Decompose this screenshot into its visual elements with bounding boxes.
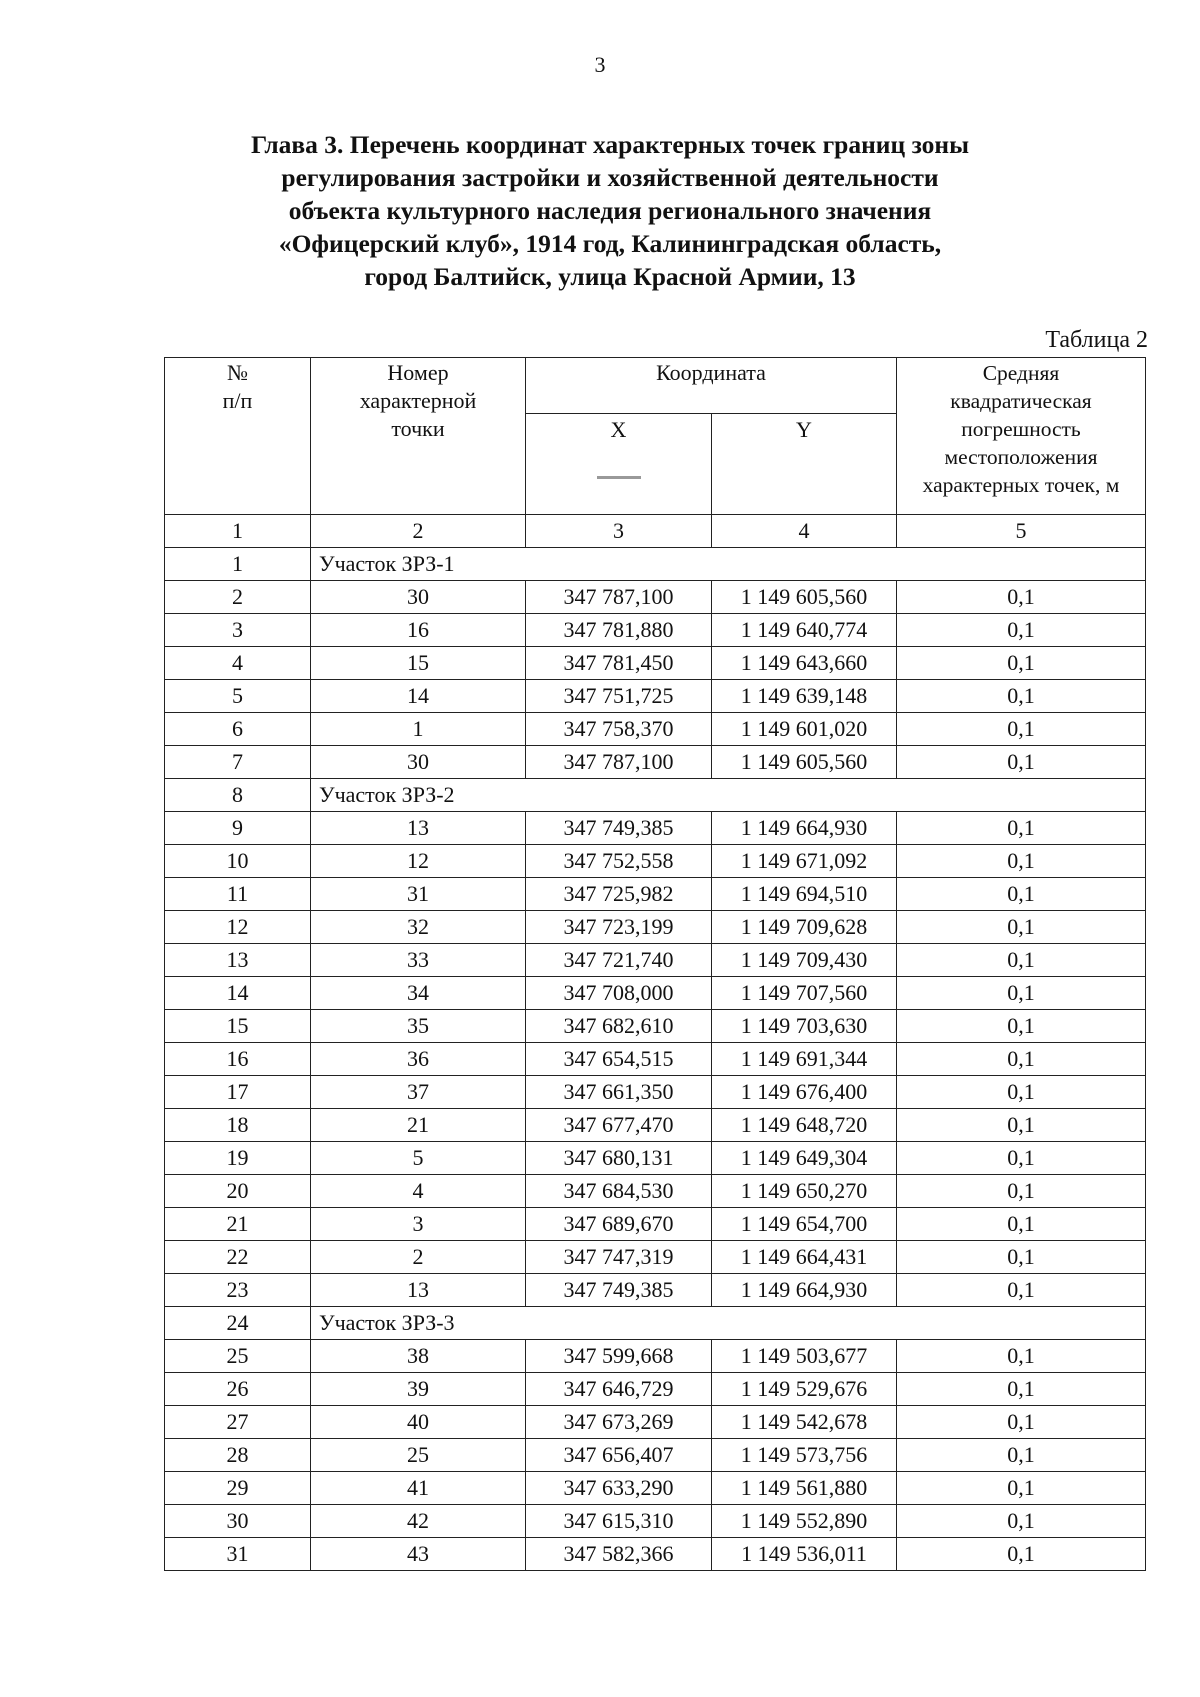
row-number: 31 [165,1538,311,1571]
table-row [165,977,1146,1010]
point-number: 31 [311,878,526,911]
coord-x: 347 656,407 [526,1439,712,1472]
error-value: 0,1 [897,878,1146,911]
title-line: регулирования застройки и хозяйственной деятельности [281,163,939,192]
table-row [165,581,1146,614]
row-number: 3 [165,614,311,647]
point-number: 35 [311,1010,526,1043]
error-value: 0,1 [897,746,1146,779]
section-row [165,548,1146,581]
title-line: Глава 3. Перечень координат характерных точек границ зоны [250,130,970,159]
row-number: 16 [165,1043,311,1076]
row-number: 25 [165,1340,311,1373]
error-value: 0,1 [897,1439,1146,1472]
point-number: 2 [311,1241,526,1274]
header-error [897,358,1146,515]
coord-x: 347 749,385 [526,1274,712,1307]
row-number: 18 [165,1109,311,1142]
section-row [165,1307,1146,1340]
scan-mark [597,476,641,479]
point-number: 5 [311,1142,526,1175]
table-row [165,1142,1146,1175]
table-row [165,1043,1146,1076]
coord-y: 1 149 649,304 [712,1142,897,1175]
section-title: Участок ЗРЗ-3 [311,1307,1146,1340]
row-number: 27 [165,1406,311,1439]
error-value: 0,1 [897,1208,1146,1241]
table-row [165,1538,1146,1571]
table-row [165,1274,1146,1307]
coord-y: 1 149 536,011 [712,1538,897,1571]
error-value: 0,1 [897,680,1146,713]
column-number-row [165,515,1146,548]
header-text: характерных точек, м [922,473,1120,497]
coord-y: 1 149 703,630 [712,1010,897,1043]
coord-x: 347 752,558 [526,845,712,878]
row-number: 21 [165,1208,311,1241]
coord-x: 347 654,515 [526,1043,712,1076]
error-value: 0,1 [897,1109,1146,1142]
point-number: 30 [311,581,526,614]
page-number: 3 [594,52,606,77]
point-number: 13 [311,812,526,845]
header-y [712,414,897,515]
row-number: 20 [165,1175,311,1208]
error-value: 0,1 [897,1340,1146,1373]
coord-x: 347 787,100 [526,581,712,614]
coord-x: 347 684,530 [526,1175,712,1208]
coord-y: 1 149 664,930 [712,1274,897,1307]
point-number: 14 [311,680,526,713]
coord-x: 347 582,366 [526,1538,712,1571]
row-number: 4 [165,647,311,680]
error-value: 0,1 [897,1538,1146,1571]
point-number: 33 [311,944,526,977]
error-value: 0,1 [897,614,1146,647]
table-row [165,1076,1146,1109]
error-value: 0,1 [897,647,1146,680]
header-text: местоположения [944,445,1098,469]
header-text: Y [796,417,812,442]
coord-y: 1 149 709,628 [712,911,897,944]
coord-y: 1 149 601,020 [712,713,897,746]
table-row [165,647,1146,680]
coord-y: 1 149 573,756 [712,1439,897,1472]
row-number: 17 [165,1076,311,1109]
table-row [165,680,1146,713]
header-text: погрешность [961,417,1081,441]
row-number: 29 [165,1472,311,1505]
row-number: 7 [165,746,311,779]
header-text: п/п [222,388,253,413]
coord-y: 1 149 694,510 [712,878,897,911]
coord-y: 1 149 664,930 [712,812,897,845]
table-row [165,1340,1146,1373]
column-number: 4 [712,515,897,548]
row-number: 13 [165,944,311,977]
row-number: 23 [165,1274,311,1307]
coord-x: 347 781,880 [526,614,712,647]
table-row [165,746,1146,779]
table-row [165,614,1146,647]
title-line: город Балтийск, улица Красной Армии, 13 [364,262,856,291]
title-line: объекта культурного наследия регионального значения [288,196,932,225]
coord-y: 1 149 639,148 [712,680,897,713]
error-value: 0,1 [897,1076,1146,1109]
table-row [165,1472,1146,1505]
point-number: 34 [311,977,526,1010]
coord-x: 347 721,740 [526,944,712,977]
error-value: 0,1 [897,812,1146,845]
point-number: 32 [311,911,526,944]
point-number: 39 [311,1373,526,1406]
coord-y: 1 149 529,676 [712,1373,897,1406]
coord-x: 347 689,670 [526,1208,712,1241]
header-coordinate: Координата [526,358,897,414]
error-value: 0,1 [897,713,1146,746]
table-row [165,944,1146,977]
table-row [165,1373,1146,1406]
coordinates-table [164,357,1146,1571]
coord-x: 347 633,290 [526,1472,712,1505]
row-number: 12 [165,911,311,944]
error-value: 0,1 [897,977,1146,1010]
point-number: 16 [311,614,526,647]
coord-y: 1 149 709,430 [712,944,897,977]
header-point-number [311,358,526,515]
title-line: «Офицерский клуб», 1914 год, Калининградская область, [278,229,942,258]
coord-y: 1 149 605,560 [712,581,897,614]
coord-y: 1 149 654,700 [712,1208,897,1241]
coord-x: 347 747,319 [526,1241,712,1274]
row-number: 30 [165,1505,311,1538]
coord-y: 1 149 691,344 [712,1043,897,1076]
section-title: Участок ЗРЗ-2 [311,779,1146,812]
error-value: 0,1 [897,1472,1146,1505]
column-number: 3 [526,515,712,548]
header-text: № [227,360,248,385]
coord-y: 1 149 664,431 [712,1241,897,1274]
point-number: 43 [311,1538,526,1571]
section-row [165,779,1146,812]
point-number: 12 [311,845,526,878]
coord-x: 347 680,131 [526,1142,712,1175]
coord-y: 1 149 640,774 [712,614,897,647]
error-value: 0,1 [897,1142,1146,1175]
point-number: 40 [311,1406,526,1439]
row-number: 11 [165,878,311,911]
error-value: 0,1 [897,1043,1146,1076]
table-row [165,812,1146,845]
coord-x: 347 723,199 [526,911,712,944]
coord-y: 1 149 676,400 [712,1076,897,1109]
table-caption: Таблица 2 [1045,327,1148,353]
header-text: Средняя [982,361,1060,385]
table-row [165,1109,1146,1142]
coord-x: 347 673,269 [526,1406,712,1439]
header-num [165,358,311,515]
coord-x: 347 781,450 [526,647,712,680]
point-number: 21 [311,1109,526,1142]
error-value: 0,1 [897,944,1146,977]
row-number: 9 [165,812,311,845]
column-number: 2 [311,515,526,548]
coord-y: 1 149 503,677 [712,1340,897,1373]
point-number: 42 [311,1505,526,1538]
coord-x: 347 749,385 [526,812,712,845]
error-value: 0,1 [897,1505,1146,1538]
coord-y: 1 149 605,560 [712,746,897,779]
header-text: X [610,417,627,442]
row-number: 28 [165,1439,311,1472]
error-value: 0,1 [897,911,1146,944]
row-number: 1 [165,548,311,581]
error-value: 0,1 [897,1010,1146,1043]
row-number: 5 [165,680,311,713]
table-row [165,1505,1146,1538]
error-value: 0,1 [897,1175,1146,1208]
table-row [165,845,1146,878]
error-value: 0,1 [897,581,1146,614]
error-value: 0,1 [897,1373,1146,1406]
row-number: 2 [165,581,311,614]
coord-x: 347 758,370 [526,713,712,746]
row-number: 19 [165,1142,311,1175]
table-row [165,878,1146,911]
point-number: 30 [311,746,526,779]
point-number: 37 [311,1076,526,1109]
error-value: 0,1 [897,1241,1146,1274]
coord-x: 347 661,350 [526,1076,712,1109]
header-text: квадратическая [950,389,1092,413]
row-number: 6 [165,713,311,746]
table-row [165,1241,1146,1274]
coord-x: 347 677,470 [526,1109,712,1142]
coord-y: 1 149 643,660 [712,647,897,680]
point-number: 1 [311,713,526,746]
coord-y: 1 149 671,092 [712,845,897,878]
table-row [165,713,1146,746]
error-value: 0,1 [897,1274,1146,1307]
table-row [165,1439,1146,1472]
coord-y: 1 149 561,880 [712,1472,897,1505]
point-number: 13 [311,1274,526,1307]
point-number: 15 [311,647,526,680]
row-number: 24 [165,1307,311,1340]
coord-y: 1 149 552,890 [712,1505,897,1538]
table-row [165,1010,1146,1043]
row-number: 14 [165,977,311,1010]
header-text: Номер [387,360,449,385]
row-number: 8 [165,779,311,812]
header-text: точки [391,416,445,441]
coord-x: 347 725,982 [526,878,712,911]
table-row [165,1208,1146,1241]
coord-y: 1 149 707,560 [712,977,897,1010]
coord-y: 1 149 542,678 [712,1406,897,1439]
point-number: 4 [311,1175,526,1208]
point-number: 38 [311,1340,526,1373]
coord-x: 347 615,310 [526,1505,712,1538]
point-number: 41 [311,1472,526,1505]
column-number: 5 [897,515,1146,548]
coord-x: 347 682,610 [526,1010,712,1043]
row-number: 15 [165,1010,311,1043]
point-number: 36 [311,1043,526,1076]
coord-x: 347 599,668 [526,1340,712,1373]
point-number: 25 [311,1439,526,1472]
column-number: 1 [165,515,311,548]
error-value: 0,1 [897,1406,1146,1439]
header-x [526,414,712,515]
chapter-title [160,128,1060,293]
coord-y: 1 149 650,270 [712,1175,897,1208]
row-number: 10 [165,845,311,878]
row-number: 22 [165,1241,311,1274]
table-row [165,911,1146,944]
table-row [165,1406,1146,1439]
coord-y: 1 149 648,720 [712,1109,897,1142]
point-number: 3 [311,1208,526,1241]
error-value: 0,1 [897,845,1146,878]
coord-x: 347 646,729 [526,1373,712,1406]
header-row [165,358,1146,414]
section-title: Участок ЗРЗ-1 [311,548,1146,581]
coord-x: 347 708,000 [526,977,712,1010]
coord-x: 347 787,100 [526,746,712,779]
coord-x: 347 751,725 [526,680,712,713]
row-number: 26 [165,1373,311,1406]
header-text: характерной [359,388,477,413]
table-row [165,1175,1146,1208]
